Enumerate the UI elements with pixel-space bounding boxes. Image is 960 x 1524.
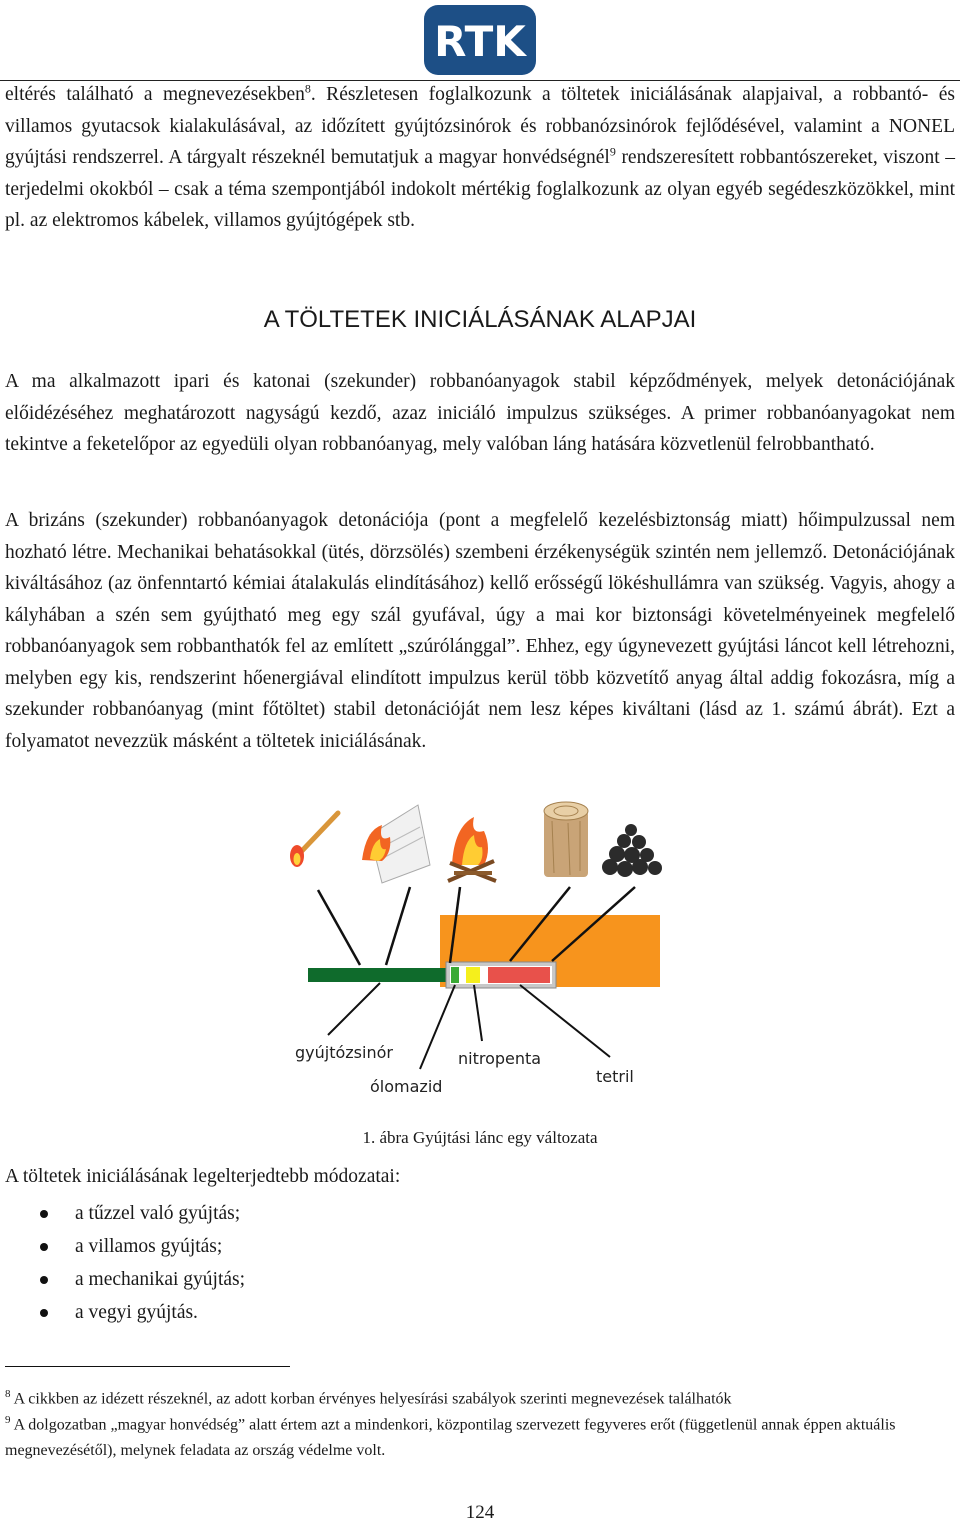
match-icon: [280, 800, 348, 882]
logo-text: RTK: [434, 17, 526, 66]
footnote-number: 8: [5, 1388, 11, 1400]
safety-fuse: [308, 968, 452, 982]
page-header: [0, 0, 960, 82]
coal-icon: [602, 824, 662, 877]
wood-log-icon: [544, 802, 588, 877]
rtk-logo: [423, 4, 537, 76]
label-petn: nitropenta: [458, 1049, 542, 1068]
lead-azide-layer: [451, 967, 459, 983]
footnote-ref-9[interactable]: 9: [609, 144, 616, 159]
list-item: [40, 1232, 245, 1265]
footnote-text: A cikkben az idézett részeknél, az adott korban érvényes helyesírási szabályok szerinti megnevezések találhatók: [13, 1390, 732, 1408]
ignition-chain-figure: [270, 795, 690, 1125]
bullet-icon: [40, 1309, 48, 1317]
bullet-icon: [40, 1210, 48, 1218]
paragraph-2: A ma alkalmazott ipari és katonai (szekunder) robbanóanyagok stabil képződmények, melyek detonációjának előidézéséhez meghatározott nagyságú kezdő, azaz iniciáló impulzus szükséges. A primer robbanóanyagokat nem tekintve a feketelőpor az egyedüli olyan robbanóanyag, mely valóban láng hatására közvetlenül felrobbantható.: [5, 371, 955, 455]
footnote-9: [5, 1407, 955, 1464]
list-item: [40, 1265, 245, 1298]
petn-layer: [466, 967, 480, 983]
section-heading: A TÖLTETEK INICIÁLÁSÁNAK ALAPJAI: [263, 306, 697, 333]
figure-caption-text: 1. ábra Gyújtási lánc egy változata: [362, 1128, 598, 1147]
tetryl-layer: [488, 967, 550, 983]
label-fuse: gyújtózsinór: [295, 1043, 393, 1062]
footnote-ref-8[interactable]: 8: [304, 81, 311, 96]
label-tetryl: tetril: [596, 1067, 634, 1086]
intro-text-1: eltérés található a megnevezésekben: [5, 84, 305, 105]
bullet-icon: [40, 1243, 48, 1251]
list-item-text: a villamos gyújtás;: [75, 1236, 223, 1257]
footnote-divider: [5, 1366, 290, 1367]
list-item-text: a tűzzel való gyújtás;: [75, 1203, 241, 1224]
kindling-fire-icon: [448, 817, 496, 881]
intro-text-3: rendszeresített robbantószereket, viszont – terjedelmi okokból – csak a téma szempontjából indokolt mértékig foglalkozunk az olyan egyéb segédeszközökkel, mint pl. az elektromos kábelek, villamos gyújtógépek stb.: [5, 147, 955, 231]
footnote-text: A dolgozatban „magyar honvédség” alatt értem azt a mindenkori, központilag szervezett fegyveres erőt (függetlenül annak éppen aktuális megnevezésétől), melynek feladata az ország védelme volt.: [5, 1416, 896, 1460]
list-item: [40, 1298, 245, 1331]
footnote-number: 9: [5, 1414, 11, 1426]
paper-fire-icon: [362, 805, 430, 883]
figure-caption: [0, 1128, 960, 1148]
list-intro: A töltetek iniciálásának legelterjedtebb módozatai:: [5, 1166, 401, 1187]
page-number: 124: [465, 1502, 495, 1523]
list-item-text: a mechanikai gyújtás;: [75, 1269, 246, 1290]
label-lead-azide: ólomazid: [370, 1077, 443, 1096]
intro-paragraph: [5, 79, 955, 237]
intro-text-2: . Részletesen foglalkozunk a töltetek iniciálásának alapjaival, a robbantó- és villamos gyutacsok kialakulásával, az időzített gyújtózsinórok és robbanózsinórok fejlődésével, valamint a NONEL gyújtási rendszerrel. A tárgyalt részeknél bemutatjuk a magyar honvédségnél: [5, 84, 955, 168]
paragraph-3: A brizáns (szekunder) robbanóanyagok detonációja (pont a megfelelő kezelésbiztonság miatt) hőimpulzussal nem hozható létre. Mechanikai behatásokkal (ütés, dörzsölés) szembeni érzékenységük szintén nem jellemző. Detonációjának kiváltásához (az önfenntartó kémiai átalakulás elindításához) kellő erősségű lökéshullámra van szükség. Vagyis, ahogy a kályhában a szén sem gyújtható meg egy szál gyufával, úgy a mai kor biztonsági követelményeinek megfelelő robbanóanyagok sem robbanthatók fel az említett „szúrólánggal”. Ehhez, egy úgynevezett gyújtási láncot kell létrehozni, melyben egy kis, rendszerint hőenergiával elindított impulzus kerül több közvetítő anyag által addig fokozásra, míg a szekunder robbanóanyag (mint főtöltet) stabil detonációját nem lesz képes kiváltani (lásd az 1. számú ábrát). Ezt a folyamatot nevezzük másként a töltetek iniciálásának.: [5, 510, 955, 752]
list-item: [40, 1199, 245, 1232]
bullet-icon: [40, 1276, 48, 1284]
ignition-methods-list: [40, 1199, 245, 1331]
list-item-text: a vegyi gyújtás.: [75, 1302, 198, 1323]
